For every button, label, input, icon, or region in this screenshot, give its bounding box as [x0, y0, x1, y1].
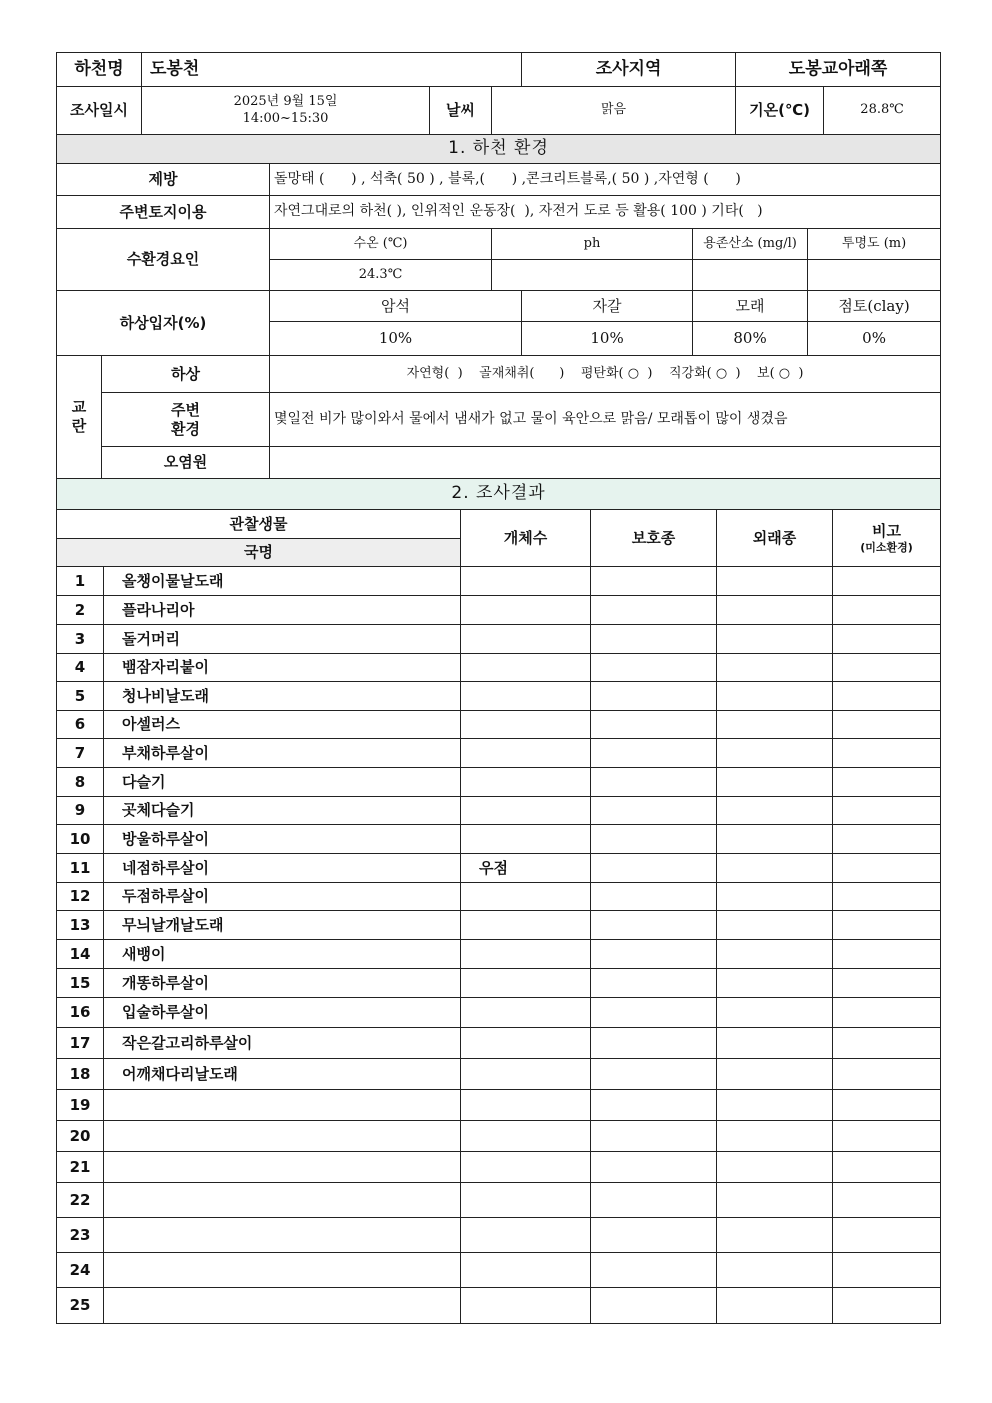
organism-name: 뱀잠자리붙이	[104, 654, 461, 682]
levee-label: 제방	[57, 164, 270, 196]
organism-name: 플라나리아	[104, 596, 461, 625]
remarks-cell	[833, 940, 941, 969]
alien-species-cell	[717, 854, 833, 883]
organism-count	[461, 1183, 591, 1218]
organism-name	[104, 1183, 461, 1218]
organism-count	[461, 682, 591, 711]
organism-count	[461, 596, 591, 625]
remarks-header-title: 비고	[872, 521, 901, 540]
surroundings-label-line2: 환경	[171, 419, 200, 438]
alien-species-cell	[717, 625, 833, 654]
organism-name: 개똥하루살이	[104, 969, 461, 998]
organism-name	[104, 1253, 461, 1288]
disturbance-label-line1: 교	[71, 398, 87, 417]
row-number: 20	[57, 1121, 104, 1152]
row-number: 2	[57, 596, 104, 625]
row-number: 25	[57, 1288, 104, 1324]
row-number: 16	[57, 998, 104, 1028]
row-number: 24	[57, 1253, 104, 1288]
row-number: 18	[57, 1059, 104, 1090]
organism-count	[461, 940, 591, 969]
protected-species-cell	[591, 1059, 717, 1090]
table-row	[57, 1028, 941, 1059]
alien-species-cell	[717, 1121, 833, 1152]
water-temp-header: 수온 (℃)	[270, 229, 492, 260]
survey-date-line: 2025년 9월 15일	[233, 94, 338, 110]
remarks-cell	[833, 1253, 941, 1288]
row-number: 14	[57, 940, 104, 969]
organism-name: 아셀러스	[104, 711, 461, 739]
river-name-value: 도봉천	[142, 53, 522, 87]
remarks-header-sub: (미소환경)	[860, 540, 913, 554]
organism-name: 방울하루살이	[104, 825, 461, 854]
remarks-cell	[833, 797, 941, 825]
organism-count	[461, 883, 591, 911]
row-number: 12	[57, 883, 104, 911]
table-row	[57, 825, 941, 854]
alien-species-cell	[717, 768, 833, 797]
survey-time-line: 14:00~15:30	[242, 110, 329, 126]
organism-name: 올챙이물날도래	[104, 567, 461, 596]
organism-count	[461, 1152, 591, 1183]
alien-species-cell	[717, 682, 833, 711]
protected-species-cell	[591, 883, 717, 911]
observed-organism-header: 관찰생물	[57, 510, 461, 539]
protected-species-cell	[591, 596, 717, 625]
organism-name: 입술하루살이	[104, 998, 461, 1028]
organism-count	[461, 998, 591, 1028]
remarks-header	[833, 510, 941, 567]
survey-form-environment	[56, 52, 941, 510]
organism-name: 부채하루살이	[104, 739, 461, 768]
protected-species-cell	[591, 625, 717, 654]
protected-species-cell	[591, 1253, 717, 1288]
organism-count	[461, 567, 591, 596]
table-row	[57, 1183, 941, 1218]
protected-species-cell	[591, 854, 717, 883]
protected-species-cell	[591, 1288, 717, 1324]
surroundings-value: 몇일전 비가 많이와서 물에서 냄새가 없고 물이 육안으로 맑음/ 모래톱이 많이 생겼음	[270, 393, 941, 447]
sand-header: 모래	[693, 291, 808, 322]
organism-count	[461, 1288, 591, 1324]
alien-species-cell	[717, 940, 833, 969]
row-number: 10	[57, 825, 104, 854]
water-factors-label: 수환경요인	[57, 229, 270, 291]
row-number: 22	[57, 1183, 104, 1218]
land-use-value: 자연그대로의 하천( ), 인위적인 운동장( ), 자전거 도로 등 활용( 100 ) 기타( )	[270, 196, 941, 229]
organism-name	[104, 1218, 461, 1253]
organism-name: 곳체다슬기	[104, 797, 461, 825]
table-row	[57, 1152, 941, 1183]
gravel-value: 10%	[522, 322, 693, 356]
table-row	[57, 1288, 941, 1324]
alien-species-cell	[717, 1090, 833, 1121]
surroundings-label-line1: 주변	[171, 400, 200, 419]
alien-species-cell	[717, 711, 833, 739]
alien-species-cell	[717, 739, 833, 768]
remarks-cell	[833, 998, 941, 1028]
organism-name: 청나비날도래	[104, 682, 461, 711]
remarks-cell	[833, 825, 941, 854]
remarks-cell	[833, 711, 941, 739]
alien-species-cell	[717, 911, 833, 940]
table-row	[57, 969, 941, 998]
bed-particles-label: 하상입자(%)	[57, 291, 270, 356]
alien-species-cell	[717, 1183, 833, 1218]
sand-value: 80%	[693, 322, 808, 356]
organism-count	[461, 625, 591, 654]
remarks-cell	[833, 1028, 941, 1059]
row-number: 6	[57, 711, 104, 739]
protected-species-cell	[591, 1090, 717, 1121]
organism-count	[461, 654, 591, 682]
table-row	[57, 854, 941, 883]
row-number: 4	[57, 654, 104, 682]
korean-name-header: 국명	[57, 539, 461, 567]
weather-label: 날씨	[430, 87, 492, 135]
protected-species-cell	[591, 1028, 717, 1059]
remarks-cell	[833, 883, 941, 911]
organism-count	[461, 825, 591, 854]
results-rows	[57, 567, 941, 1324]
temperature-label: 기온(℃)	[736, 87, 824, 135]
remarks-cell	[833, 1152, 941, 1183]
survey-date-value	[142, 87, 430, 135]
table-row	[57, 739, 941, 768]
table-row	[57, 1059, 941, 1090]
alien-species-cell	[717, 1218, 833, 1253]
row-number: 21	[57, 1152, 104, 1183]
protected-species-cell	[591, 825, 717, 854]
row-number: 13	[57, 911, 104, 940]
table-row	[57, 654, 941, 682]
protected-species-cell	[591, 654, 717, 682]
remarks-cell	[833, 911, 941, 940]
water-temp-value: 24.3℃	[270, 260, 492, 291]
row-number: 15	[57, 969, 104, 998]
remarks-cell	[833, 1218, 941, 1253]
protected-species-header: 보호종	[591, 510, 717, 567]
remarks-cell	[833, 969, 941, 998]
alien-species-cell	[717, 883, 833, 911]
row-number: 7	[57, 739, 104, 768]
table-row	[57, 711, 941, 739]
protected-species-cell	[591, 969, 717, 998]
weather-value: 맑음	[492, 87, 736, 135]
row-number: 23	[57, 1218, 104, 1253]
organism-name: 무늬날개날도래	[104, 911, 461, 940]
organism-count	[461, 1253, 591, 1288]
organism-count	[461, 711, 591, 739]
alien-species-cell	[717, 1253, 833, 1288]
surroundings-label	[102, 393, 270, 447]
alien-species-cell	[717, 1028, 833, 1059]
row-number: 9	[57, 797, 104, 825]
remarks-cell	[833, 654, 941, 682]
rock-value: 10%	[270, 322, 522, 356]
transparency-value	[808, 260, 941, 291]
levee-value: 돌망태 ( ) , 석축( 50 ) , 블록,( ) ,콘크리트블록,( 50 ) ,자연형 ( )	[270, 164, 941, 196]
organism-count	[461, 1218, 591, 1253]
disturbance-label	[57, 356, 102, 479]
survey-results-table	[56, 509, 941, 1324]
organism-count	[461, 739, 591, 768]
remarks-cell	[833, 1121, 941, 1152]
remarks-cell	[833, 625, 941, 654]
protected-species-cell	[591, 567, 717, 596]
organism-name	[104, 1152, 461, 1183]
protected-species-cell	[591, 998, 717, 1028]
protected-species-cell	[591, 1218, 717, 1253]
pollution-source-label: 오염원	[102, 447, 270, 479]
survey-area-label: 조사지역	[522, 53, 736, 87]
alien-species-header: 외래종	[717, 510, 833, 567]
table-row	[57, 1121, 941, 1152]
ph-header: ph	[492, 229, 693, 260]
organism-count	[461, 797, 591, 825]
organism-count	[461, 1121, 591, 1152]
table-row	[57, 998, 941, 1028]
alien-species-cell	[717, 1152, 833, 1183]
table-row	[57, 911, 941, 940]
gravel-header: 자갈	[522, 291, 693, 322]
remarks-cell	[833, 854, 941, 883]
organism-count	[461, 1059, 591, 1090]
protected-species-cell	[591, 911, 717, 940]
alien-species-cell	[717, 825, 833, 854]
organism-name: 네점하루살이	[104, 854, 461, 883]
alien-species-cell	[717, 654, 833, 682]
survey-area-value: 도봉교아래쪽	[736, 53, 941, 87]
protected-species-cell	[591, 797, 717, 825]
row-number: 8	[57, 768, 104, 797]
table-row	[57, 1090, 941, 1121]
alien-species-cell	[717, 998, 833, 1028]
organism-name	[104, 1090, 461, 1121]
table-row	[57, 682, 941, 711]
table-row	[57, 1218, 941, 1253]
row-number: 1	[57, 567, 104, 596]
organism-name	[104, 1121, 461, 1152]
organism-name: 어깨채다리날도래	[104, 1059, 461, 1090]
alien-species-cell	[717, 969, 833, 998]
row-number: 5	[57, 682, 104, 711]
remarks-cell	[833, 682, 941, 711]
protected-species-cell	[591, 1183, 717, 1218]
organism-name: 돌거머리	[104, 625, 461, 654]
dissolved-oxygen-value	[693, 260, 808, 291]
land-use-label: 주변토지이용	[57, 196, 270, 229]
survey-date-label: 조사일시	[57, 87, 142, 135]
organism-name	[104, 1288, 461, 1324]
protected-species-cell	[591, 768, 717, 797]
protected-species-cell	[591, 1152, 717, 1183]
protected-species-cell	[591, 739, 717, 768]
row-number: 3	[57, 625, 104, 654]
remarks-cell	[833, 1183, 941, 1218]
table-row	[57, 883, 941, 911]
temperature-value: 28.8℃	[824, 87, 941, 135]
dissolved-oxygen-header: 용존산소 (mg/l)	[693, 229, 808, 260]
remarks-cell	[833, 768, 941, 797]
clay-header: 점토(clay)	[808, 291, 941, 322]
remarks-cell	[833, 739, 941, 768]
table-row	[57, 768, 941, 797]
alien-species-cell	[717, 567, 833, 596]
remarks-cell	[833, 1059, 941, 1090]
disturbance-label-line2: 란	[71, 417, 87, 435]
table-row	[57, 625, 941, 654]
table-row	[57, 1253, 941, 1288]
protected-species-cell	[591, 940, 717, 969]
organism-name: 새뱅이	[104, 940, 461, 969]
alien-species-cell	[717, 797, 833, 825]
organism-name: 다슬기	[104, 768, 461, 797]
alien-species-cell	[717, 596, 833, 625]
rock-header: 암석	[270, 291, 522, 322]
protected-species-cell	[591, 682, 717, 711]
organism-name: 두점하루살이	[104, 883, 461, 911]
remarks-cell	[833, 596, 941, 625]
transparency-header: 투명도 (m)	[808, 229, 941, 260]
section-title-environment: 1. 하천 환경	[57, 135, 941, 164]
alien-species-cell	[717, 1059, 833, 1090]
organism-count	[461, 1028, 591, 1059]
alien-species-cell	[717, 1288, 833, 1324]
protected-species-cell	[591, 1121, 717, 1152]
table-row	[57, 940, 941, 969]
organism-count	[461, 1090, 591, 1121]
river-name-label: 하천명	[57, 53, 142, 87]
organism-count: 우점	[461, 854, 591, 883]
organism-name: 작은갈고리하루살이	[104, 1028, 461, 1059]
bed-type-label: 하상	[102, 356, 270, 393]
row-number: 17	[57, 1028, 104, 1059]
table-row	[57, 567, 941, 596]
organism-count	[461, 911, 591, 940]
row-number: 19	[57, 1090, 104, 1121]
clay-value: 0%	[808, 322, 941, 356]
organism-count	[461, 768, 591, 797]
remarks-cell	[833, 1090, 941, 1121]
ph-value	[492, 260, 693, 291]
remarks-cell	[833, 1288, 941, 1324]
organism-count	[461, 969, 591, 998]
row-number: 11	[57, 854, 104, 883]
section-title-results: 2. 조사결과	[57, 479, 941, 510]
protected-species-cell	[591, 711, 717, 739]
pollution-source-value	[270, 447, 941, 479]
table-row	[57, 797, 941, 825]
remarks-cell	[833, 567, 941, 596]
count-header: 개체수	[461, 510, 591, 567]
table-row	[57, 596, 941, 625]
bed-type-value: 자연형( ) 골재채취( ) 평탄화( ○ ) 직강화( ○ ) 보( ○ )	[270, 356, 941, 393]
